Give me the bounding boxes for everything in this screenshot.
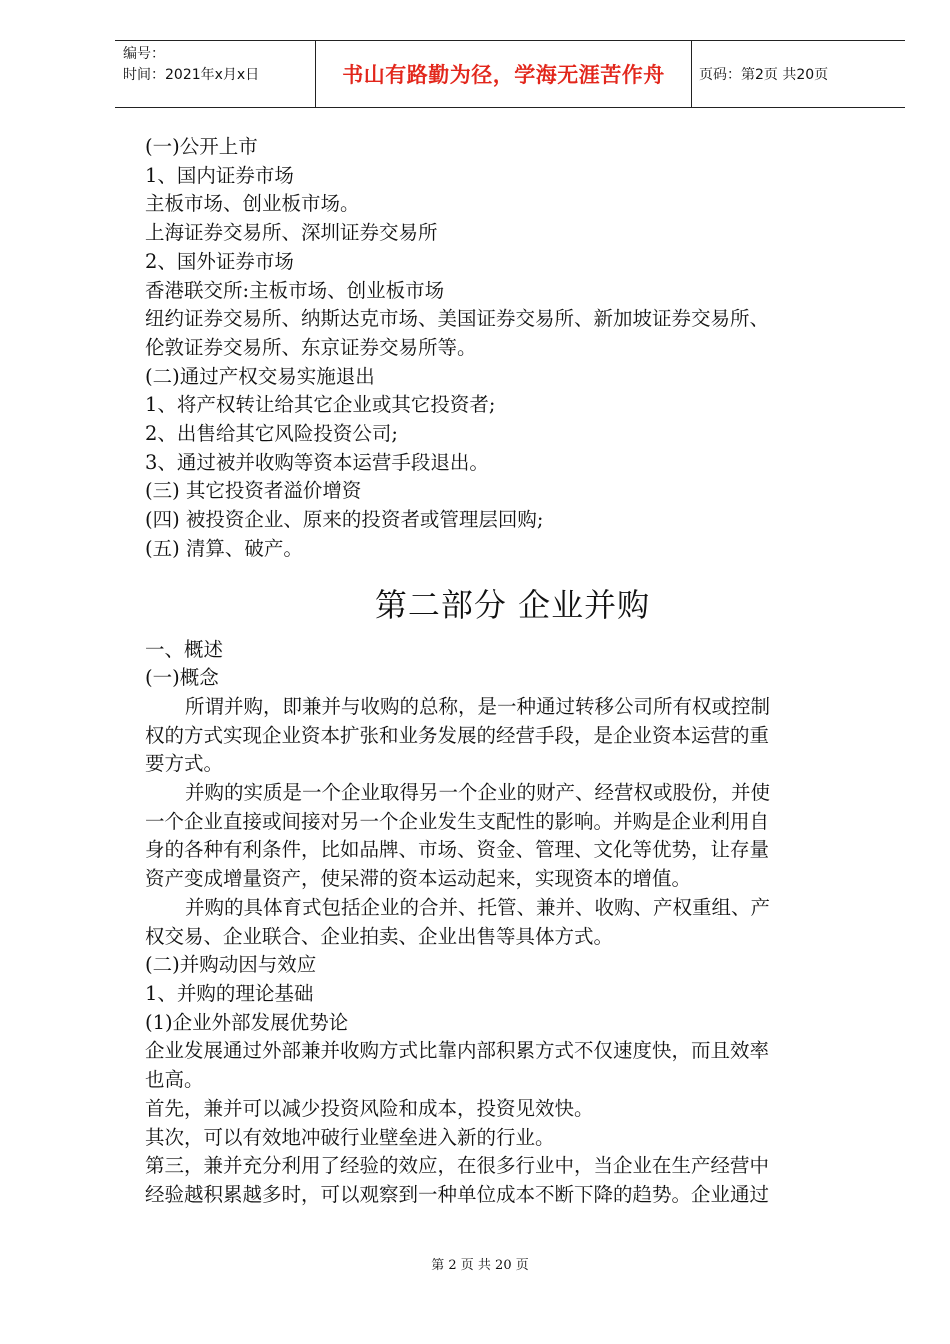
heading-premium-capital: (三) 其它投资者溢价增资 — [145, 479, 362, 503]
paragraph-line: 权交易、企业联合、企业拍卖、企业出售等具体方式。 — [145, 924, 614, 948]
text-line: 纽约证券交易所、纳斯达克市场、美国证券交易所、新加坡证券交易所、 — [145, 307, 770, 331]
subheading-external-growth: (1)企业外部发展优势论 — [145, 1010, 349, 1034]
list-item: 3、通过被并收购等资本运营手段退出。 — [145, 450, 489, 474]
subheading-foreign-market: 2、国外证券市场 — [145, 249, 294, 273]
header-motto: 书山有路勤为径，学海无涯苦作舟 — [342, 63, 665, 87]
time-label: 时间：2021年x月x日 — [123, 67, 260, 83]
paragraph-line: 权的方式实现企业资本扩张和业务发展的经营手段，是企业资本运营的重 — [145, 723, 770, 747]
page-header — [115, 40, 905, 108]
paragraph-line: 并购的实质是一个企业取得另一个企业的财产、经营权或股份，并使 — [185, 781, 771, 805]
paragraph-line: 其次，可以有效地冲破行业壁垒进入新的行业。 — [145, 1125, 555, 1149]
text-line: 香港联交所:主板市场、创业板市场 — [145, 278, 445, 302]
header-meta — [115, 41, 315, 107]
heading-public-listing: (一)公开上市 — [145, 135, 258, 158]
part-title: 第二部分 企业并购 — [374, 585, 651, 624]
header-page-info: 页码：第2页 共20页 — [699, 67, 829, 83]
paragraph-line: 第三，兼并充分利用了经验的效应，在很多行业中，当企业在生产经营中 — [145, 1154, 770, 1178]
number-label: 编号： — [123, 46, 165, 62]
paragraph-line: 经验越积累越多时，可以观察到一种单位成本不断下降的趋势。企业通过 — [145, 1182, 770, 1206]
paragraph-line: 也高。 — [145, 1068, 204, 1092]
list-item: 2、出售给其它风险投资公司; — [145, 422, 398, 446]
document-body — [145, 133, 860, 1210]
heading-equity-exit: (二)通过产权交易实施退出 — [145, 364, 375, 388]
paragraph-line: 要方式。 — [145, 752, 224, 776]
heading-buyback: (四) 被投资企业、原来的投资者或管理层回购; — [145, 508, 544, 532]
paragraph-line: 企业发展通过外部兼并收购方式比靠内部积累方式不仅速度快，而且效率 — [145, 1039, 770, 1063]
header-page-cell — [690, 41, 905, 107]
paragraph-line: 资产变成增量资产，使呆滞的资本运动起来，实现资本的增值。 — [145, 867, 692, 891]
subheading-domestic-market: 1、国内证券市场 — [145, 163, 294, 187]
heading-motives: (二)并购动因与效应 — [145, 953, 317, 977]
page-footer: 第 2 页 共 20 页 — [431, 1258, 529, 1273]
paragraph-line: 并购的具体育式包括企业的合并、托管、兼并、收购、产权重组、产 — [185, 895, 771, 919]
text-line: 主板市场、创业板市场。 — [145, 192, 360, 216]
subheading-theory: 1、并购的理论基础 — [145, 981, 314, 1005]
paragraph-line: 所谓并购，即兼并与收购的总称，是一种通过转移公司所有权或控制 — [185, 694, 771, 718]
list-item: 1、将产权转让给其它企业或其它投资者; — [145, 393, 496, 417]
paragraph-line: 身的各种有利条件，比如品牌、市场、资金、管理、文化等优势，让存量 — [145, 838, 770, 862]
paragraph-line: 一个企业直接或间接对另一个企业发生支配性的影响。并购是企业利用自 — [145, 809, 770, 833]
header-motto-cell — [315, 41, 692, 107]
paragraph-line: 首先，兼并可以减少投资风险和成本，投资见效快。 — [145, 1096, 594, 1120]
heading-overview: 一、概述 — [145, 637, 224, 661]
heading-concept: (一)概念 — [145, 666, 219, 690]
text-line: 上海证券交易所、深圳证券交易所 — [145, 221, 438, 245]
text-line: 伦敦证券交易所、东京证券交易所等。 — [145, 335, 477, 359]
heading-liquidation: (五) 清算、破产。 — [145, 536, 303, 560]
